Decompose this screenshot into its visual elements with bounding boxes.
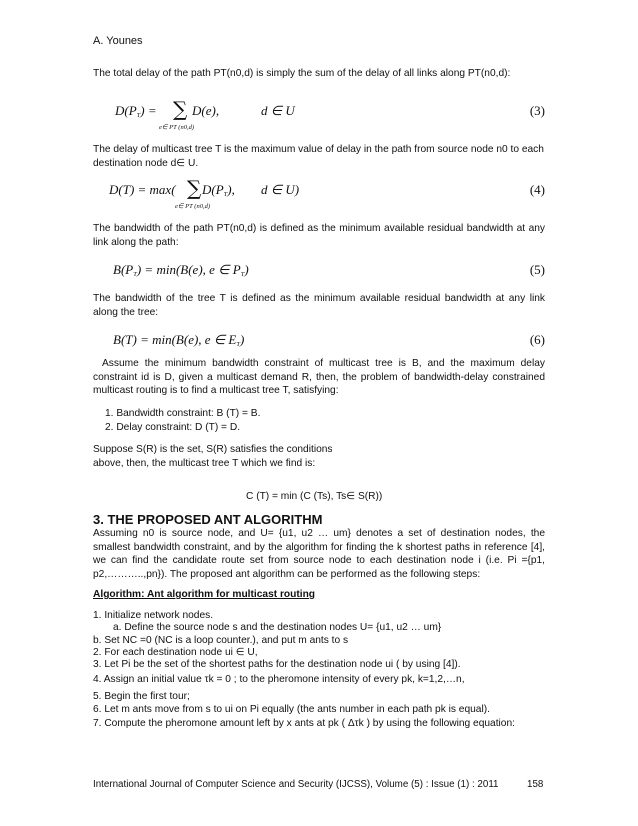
paragraph-tree-bandwidth: The bandwidth of the tree T is defined as the minimum available residual bandwidth at any link along the tree: (93, 293, 545, 318)
paragraph-path-bandwidth: The bandwidth of the path PT(n0,d) is defined as the minimum available residual bandwidth at any link along the path: (93, 223, 545, 248)
eq4-number: (4) (529, 182, 545, 197)
step-5: 5. Begin the first tour; (93, 691, 190, 702)
eq5-number: (5) (529, 262, 545, 277)
eq4-sum-body: $D(P_T)$, (202, 182, 235, 198)
footer-journal: International Journal of Computer Science and Security (IJCSS), Volume (5) : Issue (1) : 2011 (93, 779, 499, 790)
footer-page-number: 158 (527, 779, 544, 790)
step-1b: b. Set NC =0 (NC is a loop counter.), and put m ants to s (93, 635, 349, 646)
equation-4 (109, 176, 545, 216)
running-header-author: A. Younes (93, 35, 143, 47)
summation-sign: ∑ (173, 97, 188, 121)
equation-3 (115, 97, 545, 137)
paragraph-total-delay: The total delay of the path PT(n0,d) is simply the sum of the delay of all links along PT(n0,d): (93, 68, 511, 79)
equation-5 (113, 262, 545, 282)
eq4-lhs: D(T) = max( (109, 182, 176, 197)
summation-sign: ∑ (187, 176, 202, 200)
eq3-number: (3) (529, 103, 545, 118)
eq4-condition: d ∈ U) (261, 182, 300, 197)
step-3: 3. Let Pi be the set of the shortest paths for the destination node ui ( by using [4]). (93, 659, 461, 670)
step-2: 2. For each destination node ui ∈ U, (93, 647, 258, 658)
eq3-sum-under: e∈ PT (n0,d) (159, 124, 194, 131)
paragraph-problem-statement: Assume the minimum bandwidth constraint of multicast tree is B, and the maximum delay constraint id is D, given a multicast demand R, then, the problem of bandwidth-delay constrained multicast routing is to find a multicast tree T, satisfying: (93, 358, 545, 397)
eq4-sum-under: e∈ PT (n0,d) (175, 203, 210, 210)
paragraph-suppose-line2: above, then, the multicast tree T which we find is: (93, 458, 316, 469)
eq3-condition: d ∈ U (261, 103, 295, 118)
step-7: 7. Compute the pheromone amount left by x ants at pk ( Δτk ) by using the following equation: (93, 718, 515, 729)
algorithm-title: Algorithm: Ant algorithm for multicast routing (93, 589, 316, 600)
step-6: 6. Let m ants move from s to ui on Pi equally (the ants number in each path pk is equal). (93, 704, 490, 715)
paragraph-tree-delay: The delay of multicast tree T is the maximum value of delay in the path from source node n0 to each destination node d∈ U. (93, 144, 544, 169)
step-4: 4. Assign an initial value τk = 0 ; to the pheromone intensity of every pk, k=1,2,…n, (93, 674, 465, 685)
paragraph-assuming: Assuming n0 is source node, and U= {u1, u2 … um} denotes a set of destination nodes, the smallest bandwidth constraint, and by the algorithm for finding the k shortest paths in reference [4], we can find the candidate route set from source node to each destination node i (i.e. Pi ={p1, p2,………..,pn}). The proposed ant algorithm can be performed as the following steps: (93, 528, 545, 580)
step-1: 1. Initialize network nodes. (93, 610, 214, 621)
eq3-sum-body: D(e), (192, 103, 220, 118)
constraint-bandwidth: 1. Bandwidth constraint: B (T) = B. (105, 408, 261, 419)
eq6-number: (6) (529, 332, 545, 347)
step-1a: a. Define the source node s and the destination nodes U= {u1, u2 … um} (113, 622, 442, 633)
formula-min-cost-tree: C (T) = min (C (Ts), Ts∈ S(R)) (246, 491, 383, 502)
eq5-body: $B(P_T) = \min(B(e)$, e ∈ $P_T$) (113, 262, 249, 278)
paragraph-suppose-line1: Suppose S(R) is the set, S(R) satisfies the conditions (93, 444, 333, 455)
eq6-body: B(T) = min(B(e), e ∈ $E_T$) (113, 332, 245, 348)
section-title: 3. THE PROPOSED ANT ALGORITHM (93, 512, 323, 527)
equation-6 (113, 332, 545, 352)
eq3-lhs: $D(P_T)$ = (115, 103, 157, 119)
constraint-delay: 2. Delay constraint: D (T) = D. (105, 422, 241, 433)
